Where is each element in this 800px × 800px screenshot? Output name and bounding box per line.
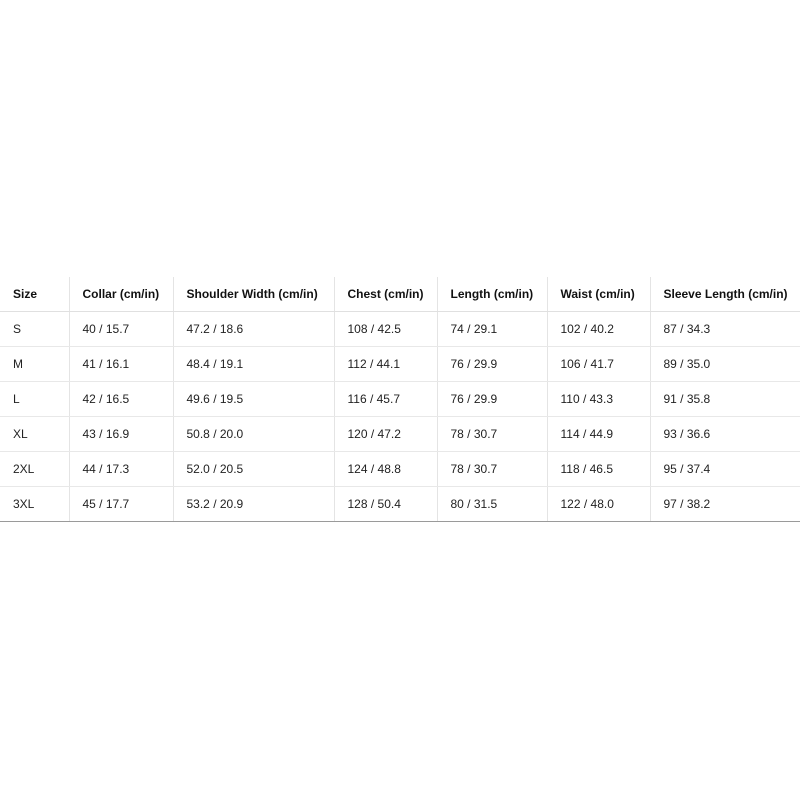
cell-waist: 110 / 43.3 [547,382,650,417]
table-row [0,487,800,522]
cell-chest: 128 / 50.4 [334,487,437,522]
cell-sleeve-length: 95 / 37.4 [650,452,800,487]
cell-chest: 120 / 47.2 [334,417,437,452]
cell-collar: 41 / 16.1 [69,347,173,382]
cell-shoulder-width: 52.0 / 20.5 [173,452,334,487]
cell-length: 80 / 31.5 [437,487,547,522]
header-shoulder-width: Shoulder Width (cm/in) [173,277,334,312]
cell-length: 78 / 30.7 [437,452,547,487]
cell-shoulder-width: 47.2 / 18.6 [173,312,334,347]
header-row [0,277,800,312]
table-row [0,452,800,487]
cell-sleeve-length: 89 / 35.0 [650,347,800,382]
cell-sleeve-length: 93 / 36.6 [650,417,800,452]
cell-waist: 114 / 44.9 [547,417,650,452]
table-header [0,277,800,312]
cell-waist: 118 / 46.5 [547,452,650,487]
header-waist: Waist (cm/in) [547,277,650,312]
header-collar: Collar (cm/in) [69,277,173,312]
cell-chest: 116 / 45.7 [334,382,437,417]
cell-shoulder-width: 49.6 / 19.5 [173,382,334,417]
size-chart-table [0,277,800,522]
cell-collar: 42 / 16.5 [69,382,173,417]
cell-length: 76 / 29.9 [437,347,547,382]
size-chart [0,277,800,522]
table-row [0,347,800,382]
header-length: Length (cm/in) [437,277,547,312]
cell-length: 78 / 30.7 [437,417,547,452]
cell-length: 74 / 29.1 [437,312,547,347]
cell-size: 2XL [0,452,69,487]
cell-size: 3XL [0,487,69,522]
header-sleeve-length: Sleeve Length (cm/in) [650,277,800,312]
table-row [0,312,800,347]
table-row [0,382,800,417]
cell-shoulder-width: 50.8 / 20.0 [173,417,334,452]
cell-sleeve-length: 87 / 34.3 [650,312,800,347]
cell-shoulder-width: 53.2 / 20.9 [173,487,334,522]
cell-collar: 44 / 17.3 [69,452,173,487]
cell-collar: 40 / 15.7 [69,312,173,347]
cell-collar: 43 / 16.9 [69,417,173,452]
cell-size: XL [0,417,69,452]
header-size: Size [0,277,69,312]
cell-waist: 106 / 41.7 [547,347,650,382]
table-row [0,417,800,452]
cell-length: 76 / 29.9 [437,382,547,417]
cell-sleeve-length: 91 / 35.8 [650,382,800,417]
header-chest: Chest (cm/in) [334,277,437,312]
cell-waist: 122 / 48.0 [547,487,650,522]
table-body [0,312,800,522]
cell-shoulder-width: 48.4 / 19.1 [173,347,334,382]
cell-collar: 45 / 17.7 [69,487,173,522]
cell-size: L [0,382,69,417]
cell-chest: 108 / 42.5 [334,312,437,347]
cell-waist: 102 / 40.2 [547,312,650,347]
cell-sleeve-length: 97 / 38.2 [650,487,800,522]
cell-chest: 112 / 44.1 [334,347,437,382]
cell-chest: 124 / 48.8 [334,452,437,487]
cell-size: M [0,347,69,382]
cell-size: S [0,312,69,347]
